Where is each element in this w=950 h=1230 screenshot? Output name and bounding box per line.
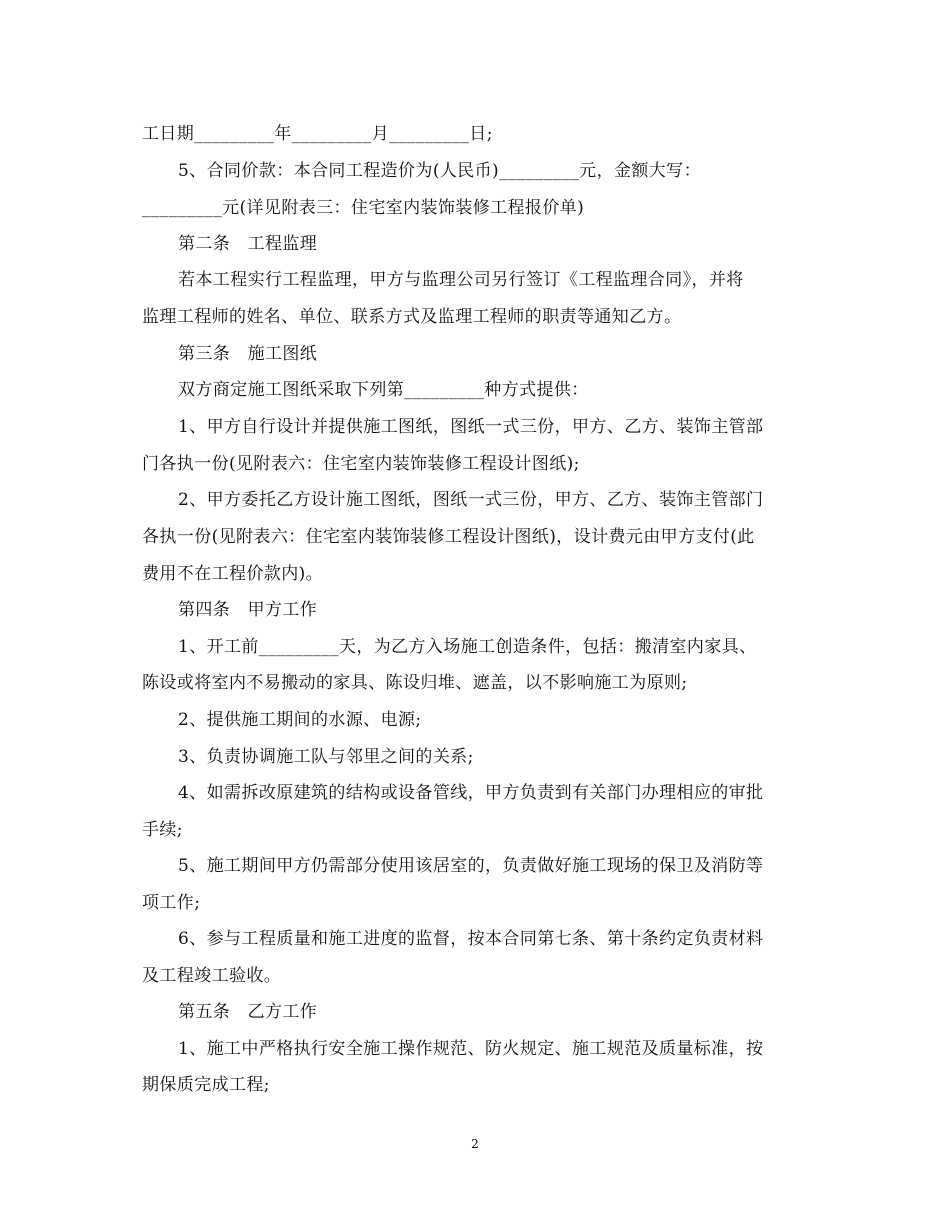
text-line: 及工程竣工验收。 (142, 966, 282, 986)
text-line: 手续; (142, 820, 183, 840)
text-line: 1、开工前_________天，为乙方入场施工创造条件，包括：搬清室内家具、 (178, 637, 757, 657)
text-line: 陈设或将室内不易搬动的家具、陈设归堆、遮盖，以不影响施工为原则; (142, 673, 688, 693)
text-line: 3、负责协调施工队与邻里之间的关系; (178, 747, 474, 767)
text-line: 第三条 施工图纸 (178, 344, 318, 364)
text-line: 工日期_________年_________月_________日; (142, 124, 493, 144)
text-line: 第二条 工程监理 (178, 234, 318, 254)
text-line: 6、参与工程质量和施工进度的监督，按本合同第七条、第十条约定负责材料 (178, 929, 764, 949)
text-line: 2、甲方委托乙方设计施工图纸，图纸一式三份，甲方、乙方、装饰主管部门 (178, 490, 764, 510)
text-line: 4、如需拆改原建筑的结构或设备管线，甲方负责到有关部门办理相应的审批 (178, 783, 764, 803)
text-line: 双方商定施工图纸采取下列第_________种方式提供： (178, 380, 589, 400)
text-line: 2、提供施工期间的水源、电源; (178, 710, 422, 730)
text-line: 第五条 乙方工作 (178, 1002, 318, 1022)
text-line: 第四条 甲方工作 (178, 600, 318, 620)
text-line: 项工作; (142, 893, 201, 913)
text-line: 门各执一份(见附表六：住宅室内装饰装修工程设计图纸); (142, 454, 580, 474)
text-line: 5、合同价款：本合同工程造价为(人民币)_________元，金额大写： (178, 161, 701, 181)
page-number: 2 (471, 1137, 479, 1151)
text-line: 5、施工期间甲方仍需部分使用该居室的，负责做好施工现场的保卫及消防等 (178, 856, 764, 876)
text-line: 监理工程师的姓名、单位、联系方式及监理工程师的职责等通知乙方。 (142, 307, 682, 327)
text-line: 1、甲方自行设计并提供施工图纸，图纸一式三份，甲方、乙方、装饰主管部 (178, 417, 764, 437)
text-line: 期保质完成工程; (142, 1075, 270, 1095)
text-line: 费用不在工程价款内)。 (142, 564, 324, 584)
text-line: 若本工程实行工程监理，甲方与监理公司另行签订《工程监理合同》，并将 (178, 270, 744, 290)
text-line: 1、施工中严格执行安全施工操作规范、防火规定、施工规范及质量标准，按 (178, 1039, 764, 1059)
text-line: 各执一份(见附表六：住宅室内装饰装修工程设计图纸)，设计费元由甲方支付(此 (142, 527, 755, 547)
text-line: _________元(详见附表三：住宅室内装饰装修工程报价单) (142, 198, 585, 218)
